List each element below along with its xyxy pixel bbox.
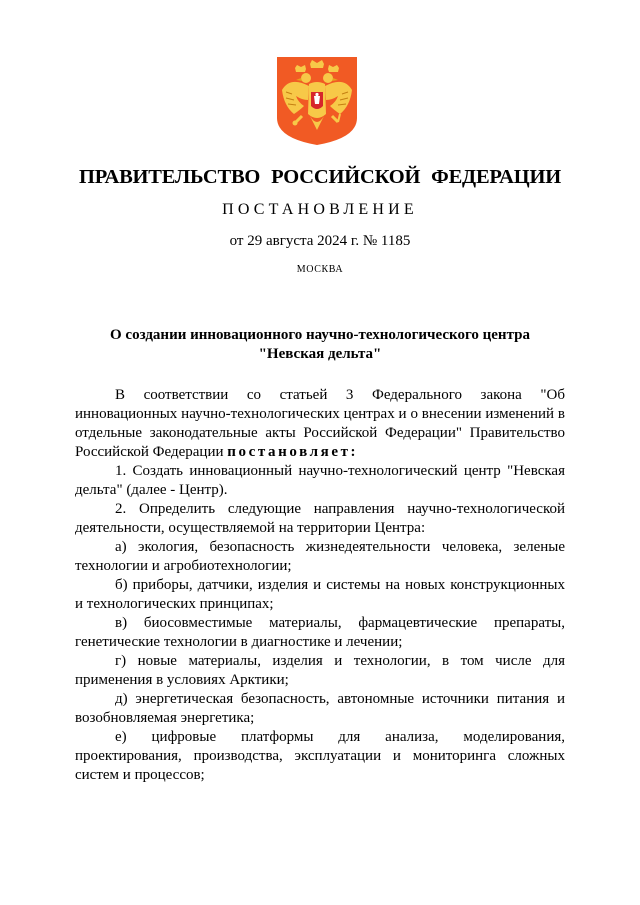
russian-coat-of-arms-icon bbox=[276, 56, 358, 146]
paragraph-item-g: г) новые материалы, изделия и технологии, в том числе для применения в условиях Арктики; bbox=[75, 653, 565, 688]
paragraph-item-b: б) приборы, датчики, изделия и системы на новых конструкционных и технологических принципах; bbox=[75, 577, 565, 612]
paragraph-item-d: д) энергетическая безопасность, автономные источники питания и возобновляемая энергетика; bbox=[75, 691, 565, 726]
document-body bbox=[75, 386, 565, 785]
resolves-word: постановляет: bbox=[227, 444, 359, 460]
paragraph-item-2: 2. Определить следующие направления научно-технологической деятельности, осуществляемой на территории Центра: bbox=[75, 501, 565, 536]
document-date-number: от 29 августа 2024 г. № 1185 bbox=[229, 233, 411, 249]
paragraph-item-e: е) цифровые платформы для анализа, моделирования, проектирования, производства, эксплуатации и мониторинга сложных систем и процессов; bbox=[75, 729, 565, 783]
paragraph-intro bbox=[75, 386, 565, 462]
subject-line-1: О создании инновационного научно-технологического центра bbox=[110, 327, 530, 343]
document-subject bbox=[75, 326, 565, 364]
paragraph-item-v: в) биосовместимые материалы, фармацевтические препараты, генетические технологии в диагностике и лечении; bbox=[75, 615, 565, 650]
government-title: ПРАВИТЕЛЬСТВО РОССИЙСКОЙ ФЕДЕРАЦИИ bbox=[79, 166, 561, 188]
document-city: МОСКВА bbox=[296, 264, 344, 275]
paragraph-item-1: 1. Создать инновационный научно-технологический центр "Невская дельта" (далее - Центр). bbox=[75, 463, 565, 498]
paragraph-item-a: а) экология, безопасность жизнедеятельности человека, зеленые технологии и агробиотехнологии; bbox=[75, 539, 565, 574]
intro-text: В соответствии со статьей 3 Федерального закона "Об инновационных научно-технологических центрах и о внесении изменений в отдельные законодательные акты Российской Федерации" Правительство Российской Федерации bbox=[75, 387, 565, 460]
document-type: ПОСТАНОВЛЕНИЕ bbox=[222, 201, 418, 218]
subject-line-2: "Невская дельта" bbox=[258, 346, 382, 362]
